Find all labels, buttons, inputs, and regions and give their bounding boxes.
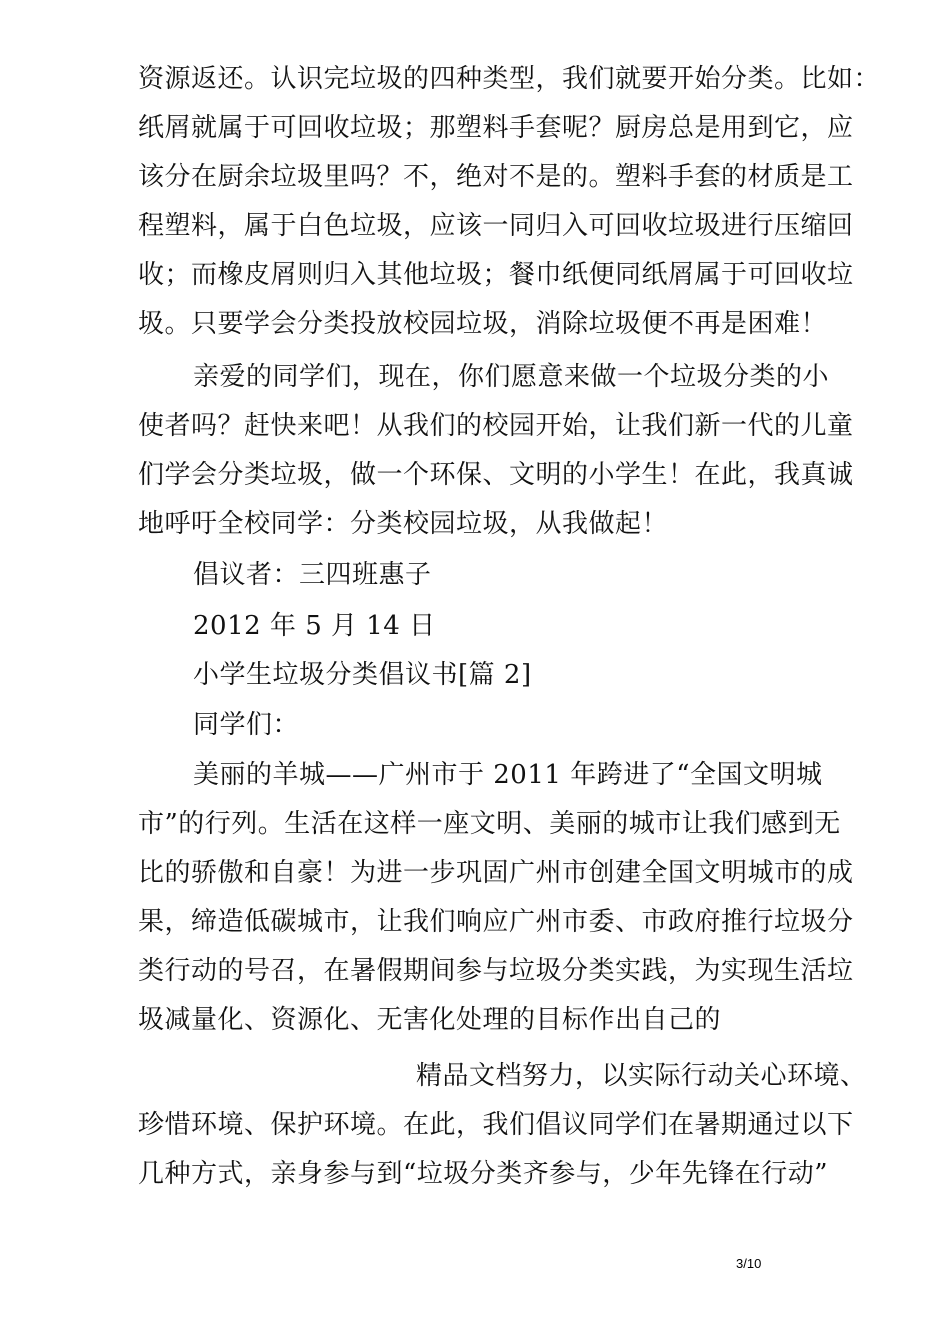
section-title: 小学生垃圾分类倡议书[篇 2] (193, 660, 532, 690)
date-line: 2012 年 5 月 14 日 (193, 611, 436, 641)
text-line: 市”的行列。生活在这样一座文明、美丽的城市让我们感到无 (138, 809, 841, 839)
text-line: 珍惜环境、保护环境。在此，我们倡议同学们在暑期通过以下 (138, 1110, 854, 1140)
text-line: 纸屑就属于可回收垃圾；那塑料手套呢？厨房总是用到它，应 (138, 113, 854, 143)
text-line: 精品文档努力，以实际行动关心环境、 (416, 1061, 867, 1091)
text-line: 该分在厨余垃圾里吗？不，绝对不是的。塑料手套的材质是工 (138, 162, 854, 192)
text-line: 们学会分类垃圾，做一个环保、文明的小学生！在此，我真诚 (138, 460, 854, 490)
signature-line: 倡议者：三四班惠子 (193, 560, 432, 590)
text-line: 几种方式，亲身参与到“垃圾分类齐参与，少年先锋在行动” (138, 1159, 829, 1189)
page-number: 3/10 (736, 1256, 762, 1271)
text-line: 亲爱的同学们，现在，你们愿意来做一个垃圾分类的小 (193, 362, 830, 392)
text-line: 地呼吁全校同学：分类校园垃圾，从我做起！ (138, 509, 669, 539)
text-line: 使者吗？赶快来吧！从我们的校园开始，让我们新一代的儿童 (138, 411, 854, 441)
text-line: 圾减量化、资源化、无害化处理的目标作出自己的 (138, 1005, 722, 1035)
text-line: 果，缔造低碳城市，让我们响应广州市委、市政府推行垃圾分 (138, 907, 854, 937)
text-line: 比的骄傲和自豪！为进一步巩固广州市创建全国文明城市的成 (138, 858, 854, 888)
text-line: 类行动的号召，在暑假期间参与垃圾分类实践，为实现生活垃 (138, 956, 854, 986)
text-line: 圾。只要学会分类投放校园垃圾，消除垃圾便不再是困难！ (138, 309, 828, 339)
text-line: 收；而橡皮屑则归入其他垃圾；餐巾纸便同纸屑属于可回收垃 (138, 260, 854, 290)
text-line: 美丽的羊城——广州市于 2011 年跨进了“全国文明城 (193, 760, 823, 790)
text-line: 程塑料，属于白色垃圾，应该一同归入可回收垃圾进行压缩回 (138, 211, 854, 241)
text-line: 资源返还。认识完垃圾的四种类型，我们就要开始分类。比如： (138, 64, 881, 94)
salutation: 同学们： (193, 710, 300, 740)
